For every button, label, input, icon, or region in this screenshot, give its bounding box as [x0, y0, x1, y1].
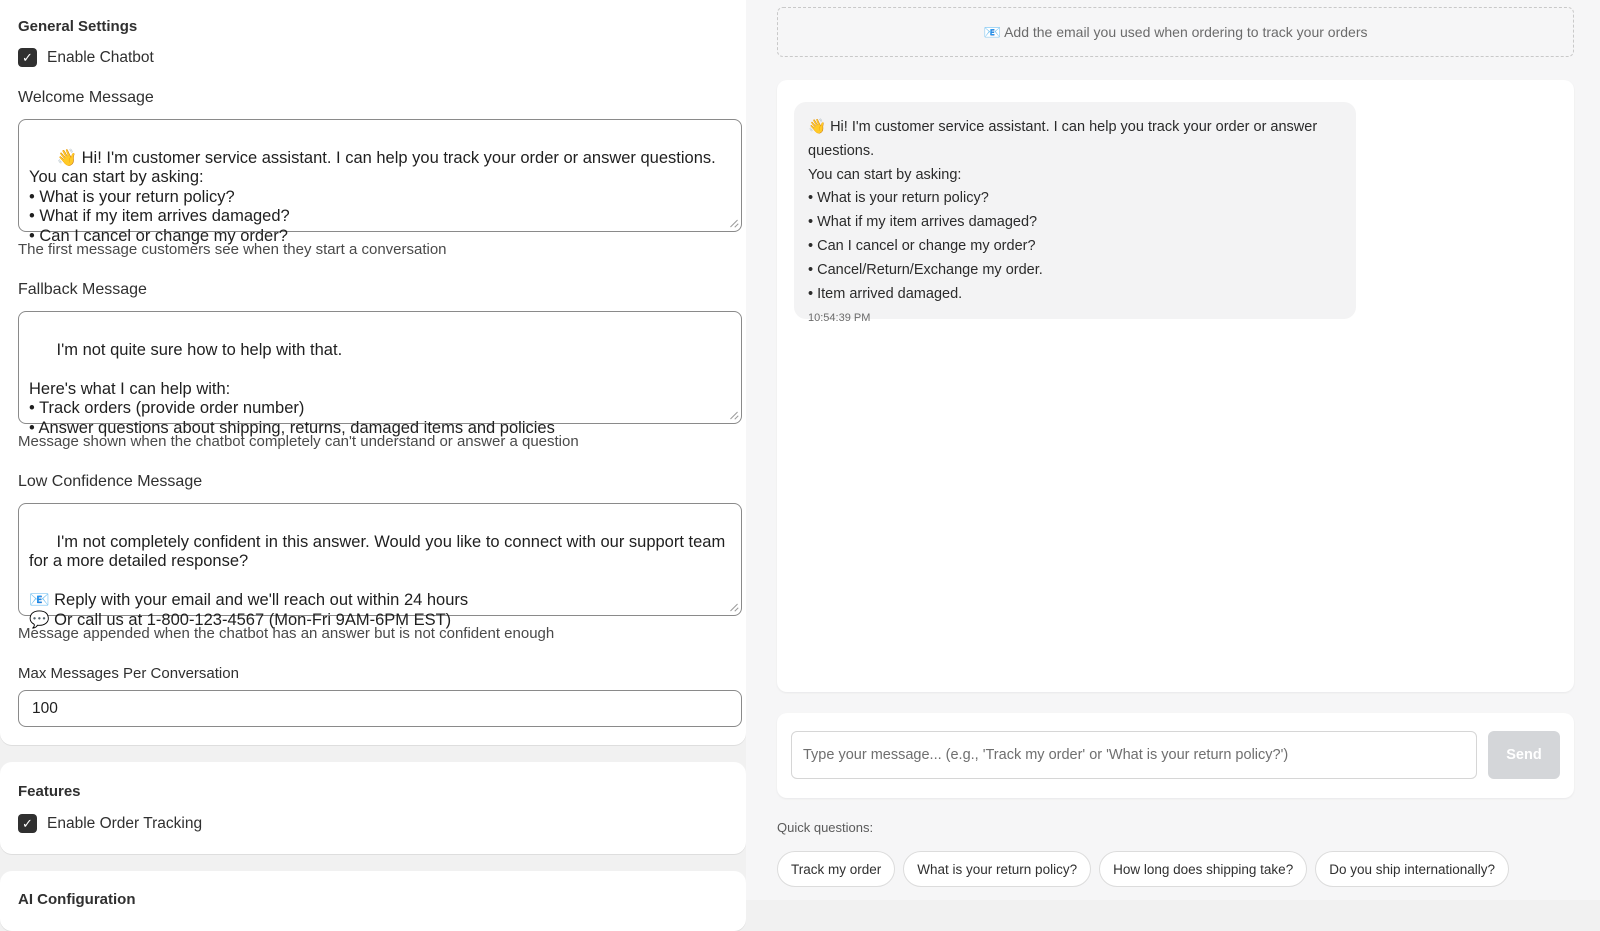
- fallback-message-label: Fallback Message: [18, 281, 147, 298]
- ai-configuration-card: [0, 871, 746, 931]
- quick-question-chip[interactable]: Track my order: [777, 851, 895, 887]
- chat-preview-panel: [746, 0, 1600, 900]
- low-confidence-message-help: Message appended when the chatbot has an answer but is not confident enough: [18, 625, 555, 642]
- welcome-message-label: Welcome Message: [18, 89, 154, 106]
- welcome-message-textarea[interactable]: [18, 119, 742, 245]
- general-settings-card: [0, 0, 746, 745]
- enable-order-tracking-label: Enable Order Tracking: [47, 814, 203, 832]
- enable-order-tracking-checkbox[interactable]: [18, 814, 202, 833]
- welcome-message-value: 👋 Hi! I'm customer service assistant. I can help you track your order or answer questions. You can start by asking: • What is your return policy? • What if my item arrives damaged? • Can I cancel or change my order?: [29, 148, 716, 245]
- general-settings-title: General Settings: [18, 18, 138, 35]
- email-banner[interactable]: 📧 Add the email you used when ordering to track your orders: [777, 7, 1574, 57]
- features-card: [0, 762, 746, 854]
- enable-chatbot-label: Enable Chatbot: [47, 48, 154, 66]
- low-confidence-message-value: I'm not completely confident in this answer. Would you like to connect with our support team for a more detailed response? 📧 Reply with your email and we'll reach out within 24 hours 💬 Or call us at 1-800-123-4567 (Mon-Fri 9AM-6PM EST): [29, 532, 726, 629]
- low-confidence-message-textarea[interactable]: [18, 503, 742, 629]
- settings-panel: [0, 0, 746, 908]
- quick-question-chip[interactable]: Do you ship internationally?: [1315, 851, 1509, 887]
- bubble-line: • Cancel/Return/Exchange my order.: [808, 261, 1043, 278]
- bubble-line: • Item arrived damaged.: [808, 285, 963, 302]
- resize-grip-icon[interactable]: [728, 218, 738, 228]
- bubble-line: You can start by asking:: [808, 166, 962, 183]
- low-confidence-message-label: Low Confidence Message: [18, 473, 203, 490]
- quick-questions-label: Quick questions:: [777, 820, 874, 835]
- message-timestamp: 10:54:39 PM: [808, 312, 871, 325]
- quick-question-chip[interactable]: What is your return policy?: [903, 851, 1091, 887]
- quick-questions-list: [777, 851, 1509, 887]
- chat-messages-area: [777, 80, 1574, 692]
- enable-chatbot-checkbox[interactable]: [18, 48, 154, 67]
- bot-message-bubble: [794, 102, 1356, 325]
- send-button[interactable]: Send: [1488, 731, 1560, 779]
- bubble-line: • What if my item arrives damaged?: [808, 214, 1038, 231]
- checkmark-icon: ✓: [18, 814, 37, 833]
- message-input[interactable]: Type your message... (e.g., 'Track my order' or 'What is your return policy?'): [791, 731, 1477, 779]
- bubble-line: • Can I cancel or change my order?: [808, 237, 1036, 254]
- message-composer: [777, 713, 1574, 798]
- welcome-message-help: The first message customers see when they start a conversation: [18, 241, 447, 258]
- features-title: Features: [18, 783, 81, 800]
- ai-configuration-title: AI Configuration: [18, 891, 136, 908]
- quick-question-chip[interactable]: How long does shipping take?: [1099, 851, 1307, 887]
- resize-grip-icon[interactable]: [728, 602, 738, 612]
- fallback-message-value: I'm not quite sure how to help with that. Here's what I can help with: • Track orders (provide order number) • Answer questions about shipping, returns, damaged items and policies: [29, 340, 555, 437]
- max-messages-input[interactable]: 100: [18, 690, 742, 727]
- bubble-line: 👋 Hi! I'm customer service assistant. I can help you track your order or answer questions.: [808, 119, 1318, 159]
- checkmark-icon: ✓: [18, 48, 37, 67]
- fallback-message-textarea[interactable]: [18, 311, 742, 437]
- resize-grip-icon[interactable]: [728, 410, 738, 420]
- max-messages-label: Max Messages Per Conversation: [18, 665, 239, 682]
- bubble-line: • What is your return policy?: [808, 190, 989, 207]
- fallback-message-help: Message shown when the chatbot completely can't understand or answer a question: [18, 433, 579, 450]
